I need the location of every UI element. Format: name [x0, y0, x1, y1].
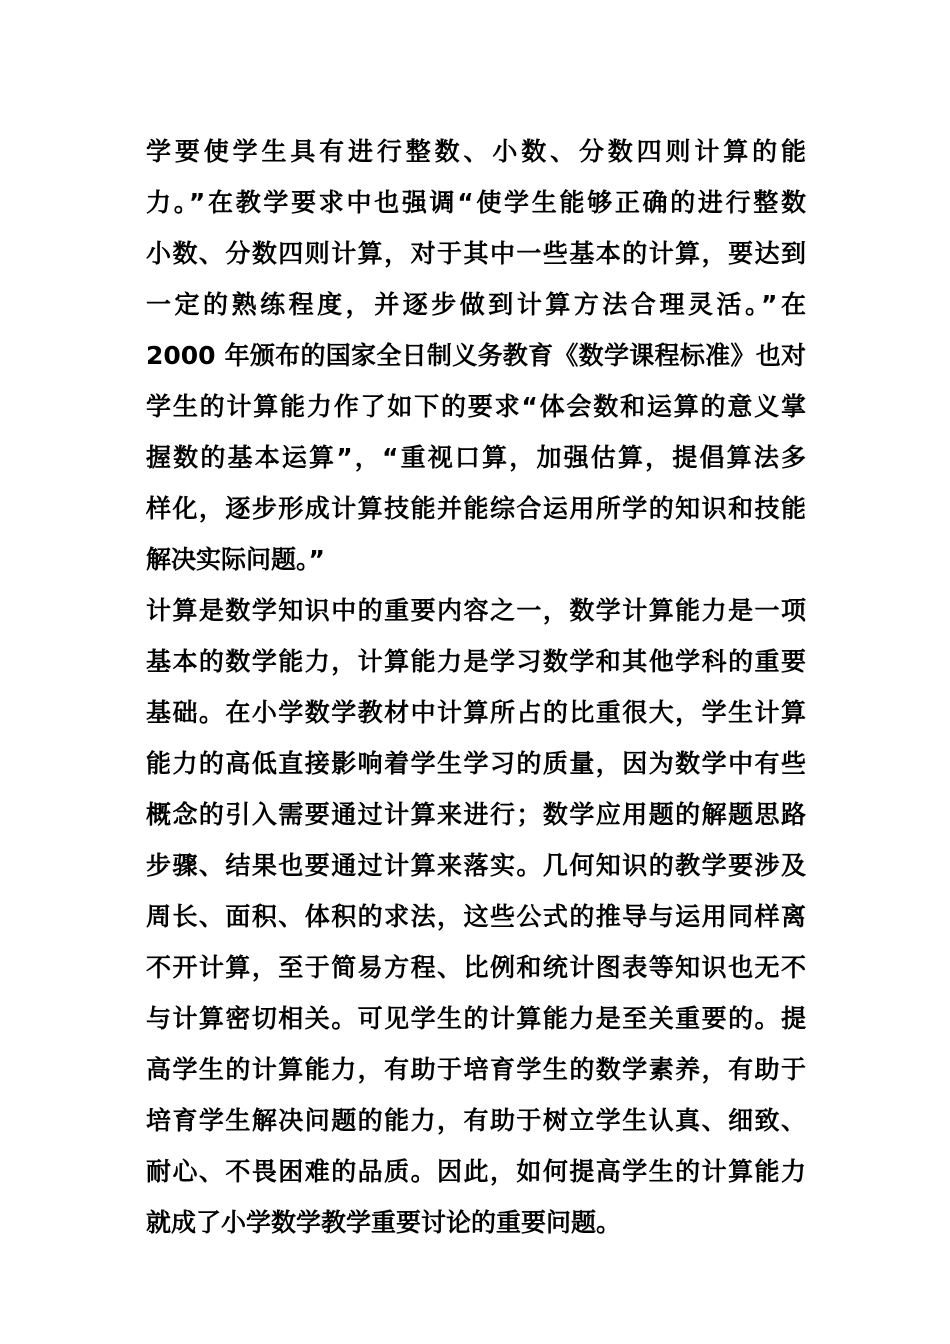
text-line: 一定的熟练程度，并逐步做到计算方法合理灵活。”在	[146, 290, 806, 319]
text-line: 不开计算，至于简易方程、比例和统计图表等知识也无不	[146, 953, 806, 982]
text-line: 学要使学生具有进行整数、小数、分数四则计算的能	[146, 137, 806, 166]
text-line: 步骤、结果也要通过计算来落实。几何知识的教学要涉及	[146, 851, 806, 880]
text-line: 基本的数学能力，计算能力是学习数学和其他学科的重要	[146, 647, 806, 676]
text-line: 解决实际问题。”	[146, 545, 325, 574]
text-line: 学生的计算能力作了如下的要求“体会数和运算的意义掌	[146, 392, 806, 421]
text-line: 高学生的计算能力，有助于培育学生的数学素养，有助于	[146, 1055, 806, 1084]
text-line: 培育学生解决问题的能力，有助于树立学生认真、细致、	[146, 1106, 806, 1135]
paragraph-2	[146, 585, 806, 1248]
text-line: 小数、分数四则计算，对于其中一些基本的计算，要达到	[146, 239, 806, 268]
text-line: 耐心、不畏困难的品质。因此，如何提高学生的计算能力	[146, 1157, 806, 1186]
text-line: 周长、面积、体积的求法，这些公式的推导与运用同样离	[146, 902, 806, 931]
text-line: 2000 年颁布的国家全日制义务教育《数学课程标准》也对	[146, 341, 806, 370]
text-line: 基础。在小学数学教材中计算所占的比重很大，学生计算	[146, 698, 806, 727]
text-line: 力。”在教学要求中也强调“使学生能够正确的进行整数	[146, 188, 806, 217]
body-text	[146, 126, 806, 1248]
text-line: 概念的引入需要通过计算来进行；数学应用题的解题思路	[146, 800, 806, 829]
text-line: 与计算密切相关。可见学生的计算能力是至关重要的。提	[146, 1004, 806, 1033]
text-line: 就成了小学数学教学重要讨论的重要问题。	[146, 1208, 622, 1237]
text-line: 能力的高低直接影响着学生学习的质量，因为数学中有些	[146, 749, 806, 778]
paragraph-1	[146, 126, 806, 585]
text-line: 样化，逐步形成计算技能并能综合运用所学的知识和技能	[146, 494, 806, 523]
text-line: 握数的基本运算”，“重视口算，加强估算，提倡算法多	[146, 443, 806, 472]
text-line: 计算是数学知识中的重要内容之一，数学计算能力是一项	[146, 596, 806, 625]
